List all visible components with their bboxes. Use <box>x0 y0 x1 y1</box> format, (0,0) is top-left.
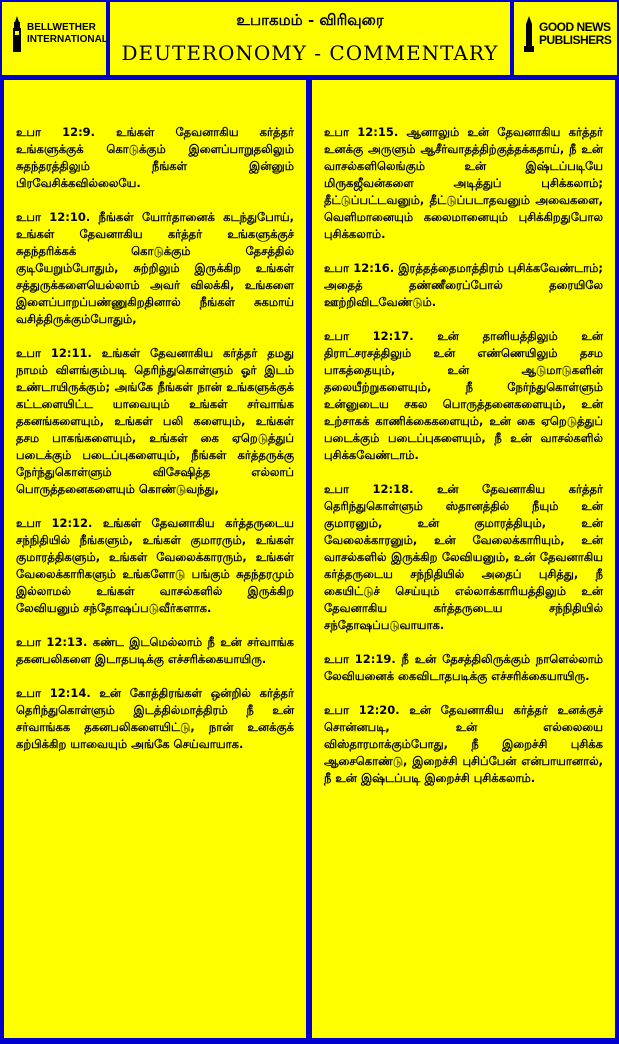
verse-12-15: உபா 12:15. ஆனாலும் உன் தேவனாகிய கர்த்தர் உனக்கு அருளும் ஆசீர்வாதத்திற்குத்தக்கதாய், நீ உன் வாசல்களிலெங்கும் உன் இஷ்டப்படியே மிருகஜீவன்களை அடித்துப் புசிக்கலாம்; தீட்டுப்பட்டவனும், தீட்டுப்படாதவனும் அவைகளை, வெளிமானையும் கலைமானையும் புசிக்கிறதுபோல புசிக்கலாம். <box>324 125 603 241</box>
verse-12-16: உபா 12:16. இரத்தத்தைமாத்திரம் புசிக்கவேண்டாம்; அதைத் தண்ணீரைப்போல் தரையிலே ஊற்றிவிடவேண்டும். <box>324 261 603 309</box>
page-title-english: DEUTERONOMY - COMMENTARY <box>121 41 499 65</box>
logo-right-line1: GOOD NEWS <box>539 20 611 34</box>
verse-12-14: உபா 12:14. உன் கோத்திரங்கள் ஒன்றில் கர்த்தர் தெரிந்துகொள்ளும் இடத்தில்மாத்திரம் நீ உன் சர்வாங்கக தகனபலிகளையிட்டு, நான் உனக்குக் கற்பிக்கிற யாவையும் அங்கே செய்வாயாக. <box>16 686 294 751</box>
right-column <box>312 80 615 1038</box>
verse-12-9: உபா 12:9. உங்கள் தேவனாகிய கர்த்தர் உங்களுக்குக் கொடுக்கும் இளைப்பாறுதலிலும் சுதந்தரத்திலும் நீங்கள் இன்னும் பிரவேசிக்கவில்லையே. <box>16 125 294 190</box>
verse-12-20: உபா 12:20. உன் தேவனாகிய கர்த்தர் உனக்குச் சொன்னபடி, உன் எல்லையை விஸ்தாரமாக்கும்போது, நீ இறைச்சி புசிக்க ஆசைகொண்டு, இறைச்சி புசிப்பேன் என்பாயானால், நீ உன் இஷ்டப்படி இறைச்சி புசிக்கலாம். <box>324 703 603 785</box>
title-box <box>110 2 510 75</box>
verse-12-10: உபா 12:10. நீங்கள் யோர்தானைக் கடந்துபோய், உங்கள் தேவனாகிய கர்த்தர் உங்களுக்குச் சுதந்தரிக்கக் கொடுக்கும் தேசத்தில் குடியேறும்போதும், சுற்றிலும் இருக்கிற உங்கள் சத்துருக்களையெல்லாம் அவர் விலக்கி, உங்களை இளைப்பாறப்பண்ணுகிறதினால் நீங்கள் சுகமாய் வசித்திருக்கும்போதும், <box>16 210 294 326</box>
verse-12-13: உபா 12:13. கண்ட இடமெல்லாம் நீ உன் சர்வாங்க தகனபலிகளை இடாதபடிக்கு எச்சரிக்கையாயிரு. <box>16 635 294 666</box>
page-title-tamil: உபாகமம் - விரிவுரை <box>236 11 384 29</box>
left-column <box>4 80 306 1038</box>
logo-right-line2: PUBLISHERS <box>539 33 612 47</box>
verse-12-17: உபா 12:17. உன் தானியத்திலும் உன் திராட்சரசத்திலும் உன் எண்ணெயிலும் தசம பாகத்தையும், உன் ஆடுமாடுகளின் தலையீற்றுகளையும், நீ நேர்ந்துகொள்ளும் உன்னுடைய சகல பொருத்தனைகளையும், உன் உற்சாகக் காணிக்கைகளையும், உன் கை ஏறெடுத்துப் படைக்கும் படைப்புகளையும், நீ உன் வாசல்களில் புசிக்கவேண்டாம். <box>324 329 603 462</box>
logo-left-line1: BELLWETHER <box>27 22 96 33</box>
verse-12-11: உபா 12:11. உங்கள் தேவனாகிய கர்த்தர் தமது நாமம் விளங்கும்படி தெரிந்துகொள்ளும் ஓர் இடம் உண்டாயிருக்கும்; அங்கே நீங்கள் நான் உங்களுக்குக் கட்டளையிட்ட யாவையும் உங்கள் சர்வாங்க தகனங்களையும், உங்கள் பலி களையும், உங்கள் தசம பாகங்களையும், உங்கள் கை ஏறெடுத்துப் படைக்கும் படைப்புகளையும், நீங்கள் கர்த்தருக்கு நேர்ந்துகொள்ளும் விசேஷித்த எல்லாப் பொருத்தனைகளையும் கொண்டுவந்து, <box>16 346 294 496</box>
good-news-logo <box>514 2 617 75</box>
verse-12-18: உபா 12:18. உன் தேவனாகிய கர்த்தர் தெரிந்துகொள்ளும் ஸ்தானத்தில் நீயும் உன் குமாரனும், உன் குமாரத்தியும், உன் வேலைக்காரனும், உன் வேலைக்காரியும், உன் வாசல்களில் இருக்கிற லேவியனும், உன் தேவனாகிய கர்த்தருடைய சந்நிதியில் அதைப் புசித்து, நீ கையிட்டுச் செய்யும் எல்லாக்காரியத்திலும் உன் தேவனாகிய கர்த்தருடைய சந்நிதியில் சந்தோஷப்படுவாயாக. <box>324 482 603 632</box>
tower-icon <box>522 16 536 52</box>
bell-tower-icon <box>10 16 24 52</box>
logo-left-line2: INTERNATIONAL <box>27 34 108 45</box>
verse-12-12: உபா 12:12. உங்கள் தேவனாகிய கர்த்தருடைய சந்நிதியில் நீங்களும், உங்கள் குமாரரும், உங்கள் குமாரத்திகளும், உங்கள் வேலைக்காரரும், உங்கள் வேலைக்காரிகளும் உங்களோடு பங்கும் சுதந்தரமும் இல்லாமல் உங்கள் வாசல்களில் இருக்கிற லேவியனும் சந்தோஷப்படுவீர்களாக. <box>16 516 294 615</box>
bellwether-logo <box>2 2 106 75</box>
verse-12-19: உபா 12:19. நீ உன் தேசத்திலிருக்கும் நாளெல்லாம் லேவியனைக் கைவிடாதபடிக்கு எச்சரிக்கையாயிரு. <box>324 652 603 683</box>
